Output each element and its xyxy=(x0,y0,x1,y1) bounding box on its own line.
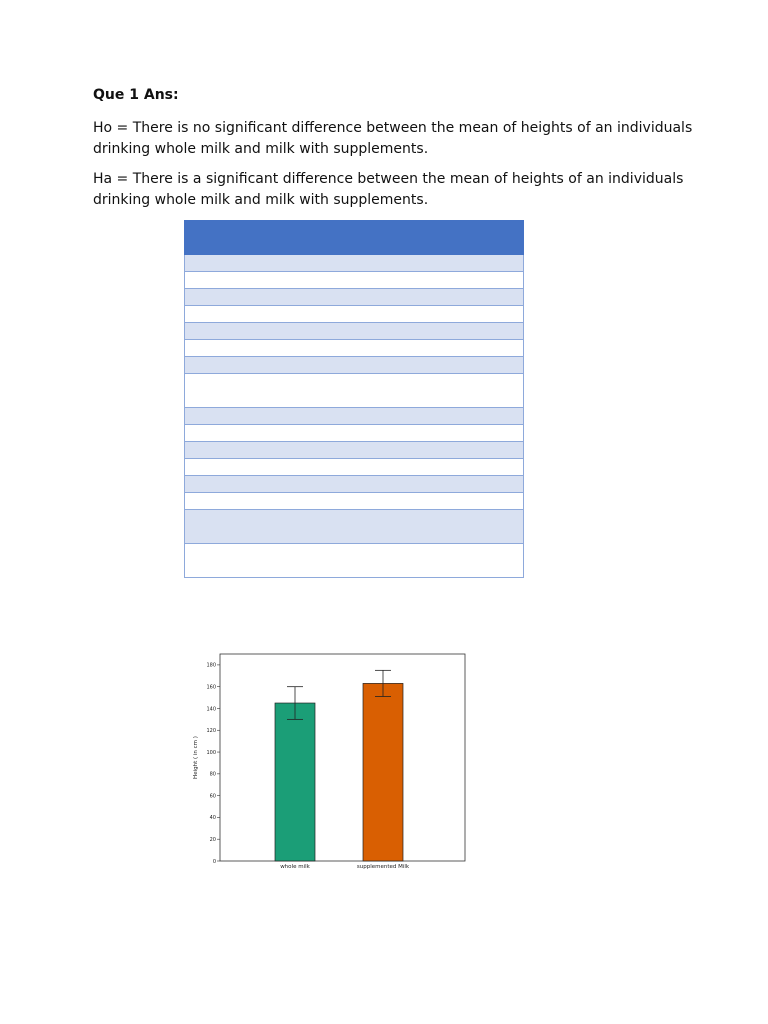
table-row xyxy=(185,374,524,408)
table-body xyxy=(185,255,524,578)
alternative-hypothesis-line-2: drinking whole milk and milk with supplements. xyxy=(93,192,429,208)
y-tick-label: 140 xyxy=(206,706,216,713)
plot-frame xyxy=(220,654,465,861)
table-cell xyxy=(185,255,524,272)
bar-chart xyxy=(185,650,470,875)
table-row xyxy=(185,340,524,357)
chart-svg xyxy=(185,650,470,875)
table-row xyxy=(185,272,524,289)
table-cell xyxy=(185,374,524,408)
table-cell xyxy=(185,272,524,289)
table-cell xyxy=(185,510,524,544)
y-tick-label: 160 xyxy=(206,684,216,691)
bar-2 xyxy=(363,683,403,861)
table-row xyxy=(185,255,524,272)
table-row xyxy=(185,476,524,493)
table-cell xyxy=(185,544,524,578)
y-tick-label: 120 xyxy=(206,728,216,735)
table-row xyxy=(185,289,524,306)
table-cell xyxy=(185,493,524,510)
table-cell xyxy=(185,459,524,476)
x-category-label: supplemented Milk xyxy=(356,864,410,870)
table-row xyxy=(185,357,524,374)
null-hypothesis-line-1: Ho = There is no significant difference between the mean of heights of an individuals xyxy=(93,120,693,136)
table-header-row xyxy=(185,221,524,255)
question-heading: Que 1 Ans: xyxy=(93,87,179,103)
table-row xyxy=(185,459,524,476)
table-cell xyxy=(185,306,524,323)
table-cell xyxy=(185,289,524,306)
y-tick-label: 60 xyxy=(209,793,216,800)
table-cell xyxy=(185,357,524,374)
table-row xyxy=(185,544,524,578)
x-category-label: whole milk xyxy=(280,864,310,870)
table-row xyxy=(185,306,524,323)
y-tick-label: 40 xyxy=(209,815,216,822)
bar-1 xyxy=(275,703,315,861)
table-row xyxy=(185,425,524,442)
table-header-cell xyxy=(185,221,524,255)
table-cell xyxy=(185,476,524,493)
alternative-hypothesis xyxy=(93,169,693,211)
y-tick-label: 100 xyxy=(206,749,216,756)
results-table xyxy=(184,220,524,578)
null-hypothesis xyxy=(93,118,693,160)
table-cell xyxy=(185,340,524,357)
y-tick-label: 20 xyxy=(209,837,216,844)
table-row xyxy=(185,442,524,459)
alternative-hypothesis-line-1: Ha = There is a significant difference between the mean of heights of an individuals xyxy=(93,171,684,187)
y-axis-title: Height ( in cm ) xyxy=(193,736,199,779)
table-cell xyxy=(185,442,524,459)
y-tick-label: 0 xyxy=(212,858,216,865)
bar-chart-svg-container xyxy=(185,650,470,875)
table-row xyxy=(185,408,524,425)
table-cell xyxy=(185,408,524,425)
table-cell xyxy=(185,425,524,442)
y-tick-label: 80 xyxy=(209,771,216,778)
table-row xyxy=(185,493,524,510)
null-hypothesis-line-2: drinking whole milk and milk with supplements. xyxy=(93,141,429,157)
table-cell xyxy=(185,323,524,340)
table-row xyxy=(185,323,524,340)
y-tick-label: 180 xyxy=(206,662,216,669)
table-row xyxy=(185,510,524,544)
